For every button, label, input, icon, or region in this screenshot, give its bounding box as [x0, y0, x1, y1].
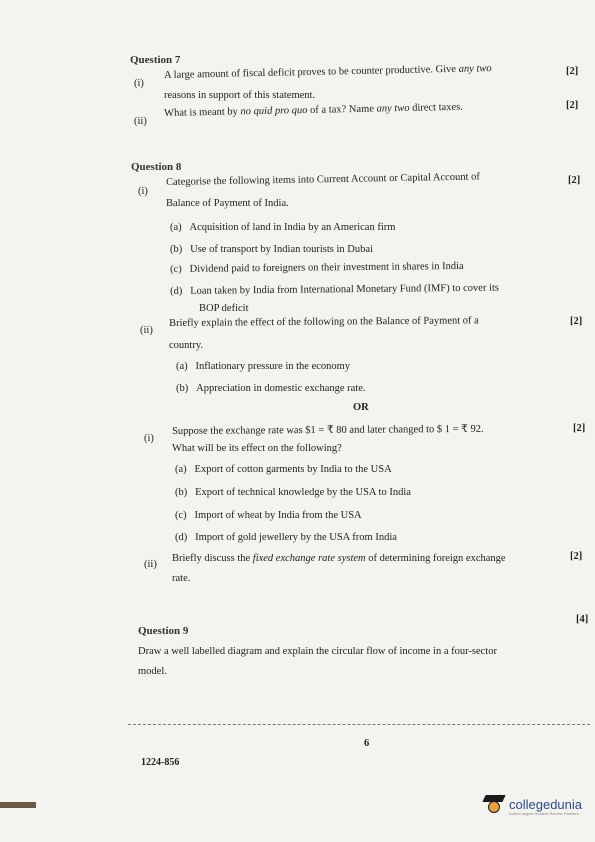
q8-alt-ii-marks: [2]: [570, 551, 583, 562]
q8-i-text-line1: Categorise the following items into Current Account or Capital Account of: [166, 171, 480, 188]
q8-i-item-c: (c) Dividend paid to foreigners on their investment in shares in India: [170, 260, 464, 275]
q7-i-text-line1: A large amount of fiscal deficit proves to be counter productive. Give any two: [164, 63, 492, 81]
logo-brand-text: collegedunia: [509, 796, 583, 812]
q9-text-line1: Draw a well labelled diagram and explain the circular flow of income in a four-sector: [138, 646, 497, 657]
q7-i-marks: [2]: [566, 66, 579, 77]
question-9-title: Question 9: [138, 625, 189, 637]
q8-alt-ii-text-line2: rate.: [172, 573, 191, 584]
q8-i-item-b: (b) Use of transport by Indian tourists in Dubai: [170, 244, 373, 255]
q8-i-item-d: (d) Loan taken by India from International Monetary Fund (IMF) to cover its: [170, 282, 500, 297]
q8-alt-i-item-a: (a) Export of cotton garments by India to the USA: [175, 464, 392, 475]
question-7-title: Question 7: [130, 54, 181, 66]
footer-divider: [128, 724, 590, 725]
q8-i-number: (i): [138, 186, 148, 197]
logo-tagline: India's largest Student Review Platform: [509, 811, 579, 816]
q8-ii-item-a: (a) Inflationary pressure in the economy: [176, 361, 351, 372]
q8-i-item-a: (a) Acquisition of land in India by an American firm: [170, 222, 396, 233]
graduation-cap-icon: [483, 793, 505, 815]
paper-code: 1224-856: [141, 757, 180, 768]
or-separator: OR: [353, 402, 369, 413]
q7-i-text-line2: reasons in support of this statement.: [164, 90, 316, 101]
q8-ii-text-line2: country.: [169, 340, 204, 351]
q8-alt-i-number: (i): [144, 433, 154, 444]
q8-alt-i-item-c: (c) Import of wheat by India from the USA: [175, 510, 362, 521]
collegedunia-logo: [483, 793, 582, 815]
q8-alt-ii-text-line1: Briefly discuss the fixed exchange rate system of determining foreign exchange: [172, 553, 506, 564]
q8-alt-i-text-line2: What will be its effect on the following?: [172, 443, 342, 454]
q8-alt-i-item-d: (d) Import of gold jewellery by the USA from India: [175, 532, 397, 543]
q8-alt-i-item-b: (b) Export of technical knowledge by the USA to India: [175, 487, 411, 498]
question-8-title: Question 8: [131, 161, 182, 173]
page-number: 6: [364, 738, 370, 749]
q8-i-marks: [2]: [568, 175, 581, 186]
q8-ii-item-b: (b) Appreciation in domestic exchange rate.: [176, 383, 366, 394]
q7-ii-number: (ii): [134, 116, 147, 127]
q8-alt-i-text-line1: Suppose the exchange rate was $1 = ₹ 80 and later changed to $ 1 = ₹ 92.: [172, 423, 484, 437]
q8-i-text-line2: Balance of Payment of India.: [166, 198, 289, 209]
q7-ii-marks: [2]: [566, 100, 579, 111]
q7-i-number: (i): [134, 78, 144, 89]
q9-marks: [4]: [576, 614, 589, 625]
scan-edge-mark: [0, 802, 36, 808]
q7-ii-text: What is meant by no quid pro quo of a tax? Name any two direct taxes.: [164, 101, 463, 119]
q9-text-line2: model.: [138, 666, 167, 677]
q8-ii-number: (ii): [140, 325, 153, 336]
q8-alt-i-marks: [2]: [573, 423, 586, 434]
q8-alt-ii-number: (ii): [144, 559, 157, 570]
q8-ii-marks: [2]: [570, 316, 583, 327]
q8-i-item-d-line2: BOP deficit: [199, 303, 249, 314]
q8-ii-text-line1: Briefly explain the effect of the following on the Balance of Payment of a: [169, 315, 479, 329]
